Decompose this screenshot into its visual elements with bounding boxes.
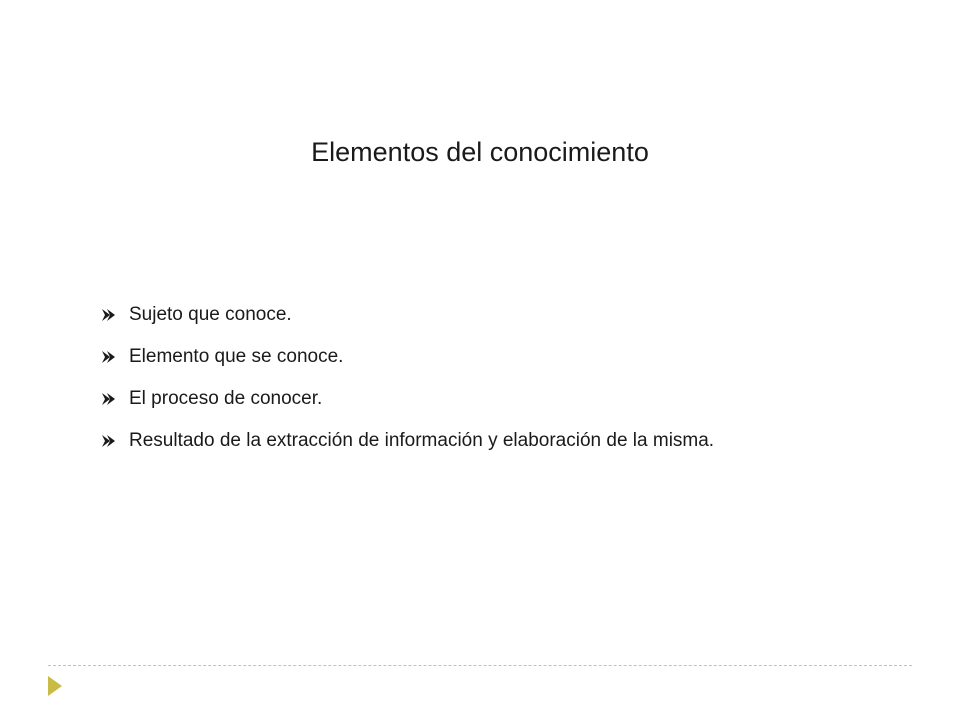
arrow-bullet-icon bbox=[101, 344, 129, 370]
footer-divider bbox=[48, 665, 912, 666]
bullet-text: El proceso de conocer. bbox=[129, 388, 323, 409]
slide-title: Elementos del conocimiento bbox=[311, 137, 649, 167]
bullet-text: Sujeto que conoce. bbox=[129, 304, 292, 325]
bullet-list bbox=[101, 302, 714, 470]
arrow-bullet-icon bbox=[101, 428, 129, 454]
arrow-bullet-icon bbox=[101, 302, 129, 328]
list-item bbox=[101, 428, 714, 470]
list-item bbox=[101, 344, 714, 386]
arrow-bullet-icon bbox=[101, 386, 129, 412]
bullet-text: Elemento que se conoce. bbox=[129, 346, 344, 367]
list-item bbox=[101, 386, 714, 428]
bullet-text: Resultado de la extracción de información y elaboración de la misma. bbox=[129, 430, 715, 451]
triangle-icon bbox=[47, 675, 63, 697]
list-item bbox=[101, 302, 714, 344]
